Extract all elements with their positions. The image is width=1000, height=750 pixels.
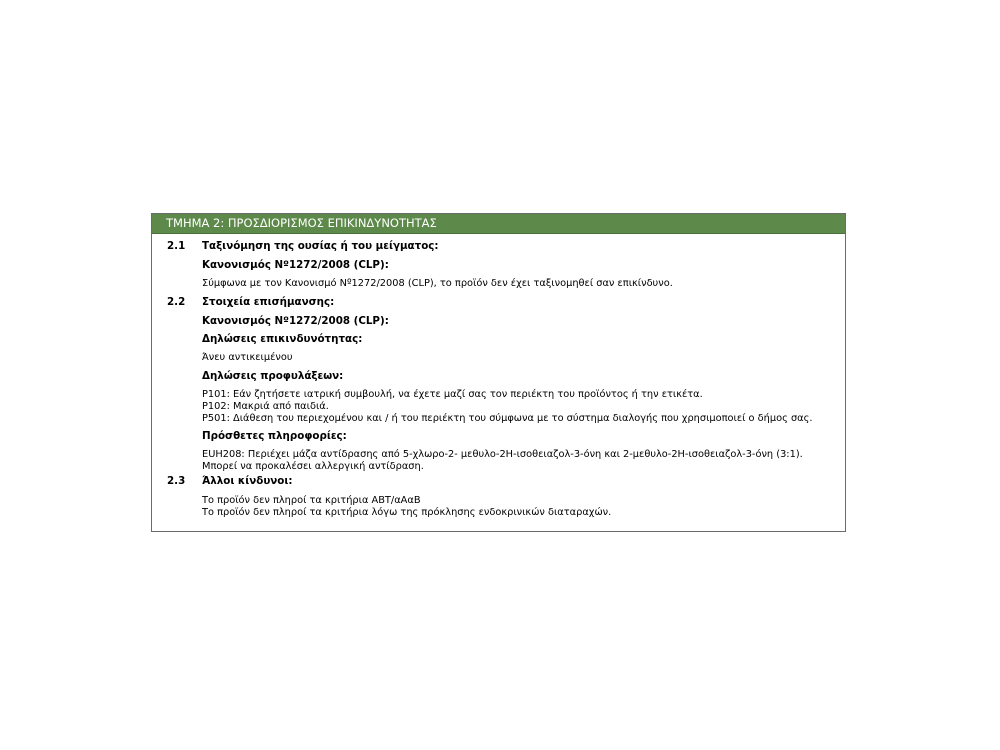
subsection-heading: Άλλοι κίνδυνοι: [202, 475, 293, 487]
regulation-heading: Κανονισμός Nº1272/2008 (CLP): [202, 315, 389, 327]
regulation-heading: Κανονισμός Nº1272/2008 (CLP): [202, 259, 389, 271]
subsection-number: 2.1 [167, 240, 186, 252]
subsection-2-2 [152, 296, 845, 309]
classification-text: Σύμφωνα με τον Κανονισμό Nº1272/2008 (CLP), το προϊόν δεν έχει ταξινομηθεί σαν επικίνδυνο. [202, 278, 673, 289]
subsection-number: 2.2 [167, 296, 186, 308]
euh208-text: EUH208: Περιέχει μάζα αντίδρασης από 5-χλωρο-2- μεθυλο-2Η-ισοθειαζολ-3-όνη και 2-μεθυλο-2Η-ισοθειαζολ-3-όνη (3:1). Μπορεί να προκαλέσει αλλεργική αντίδραση. [202, 449, 803, 472]
section-content [152, 234, 845, 519]
precautionary-statements-list [202, 389, 832, 425]
subsection-number: 2.3 [167, 475, 186, 487]
other-hazards-text [202, 495, 832, 519]
precautionary-statements-heading: Δηλώσεις προφυλάξεων: [202, 370, 344, 382]
hazard-statements-text: Άνευ αντικειμένου [202, 352, 293, 363]
statement-p501: P501: Διάθεση του περιεχομένου και / ή του περιέκτη του σύμφωνα με το σύστημα διαλογής που χρησιμοποιεί ο δήμος σας. [202, 413, 813, 424]
subsection-2-1 [152, 240, 845, 253]
subsection-2-3 [152, 475, 845, 488]
other-hazards-line-1: Το προϊόν δεν πληροί τα κριτήρια ΑΒΤ/αΑαΒ [202, 495, 421, 506]
additional-info-heading: Πρόσθετες πληροφορίες: [202, 430, 347, 442]
statement-p102: P102: Μακριά από παιδιά. [202, 401, 329, 412]
statement-p101: P101: Εάν ζητήσετε ιατρική συμβουλή, να έχετε μαζί σας τον περιέκτη του προϊόντος ή την ετικέτα. [202, 389, 703, 400]
hazard-statements-heading: Δηλώσεις επικινδυνότητας: [202, 333, 363, 345]
section-title: ΤΜΗΜΑ 2: ΠΡΟΣΔΙΟΡΙΣΜΟΣ ΕΠΙΚΙΝΔΥΝΟΤΗΤΑΣ [152, 214, 845, 234]
subsection-heading: Ταξινόμηση της ουσίας ή του μείγματος: [202, 240, 439, 252]
other-hazards-line-2: Το προϊόν δεν πληροί τα κριτήρια λόγω της πρόκλησης ενδοκρινικών διαταραχών. [202, 507, 612, 518]
section-2-box [151, 213, 846, 532]
subsection-heading: Στοιχεία επισήμανσης: [202, 296, 335, 308]
